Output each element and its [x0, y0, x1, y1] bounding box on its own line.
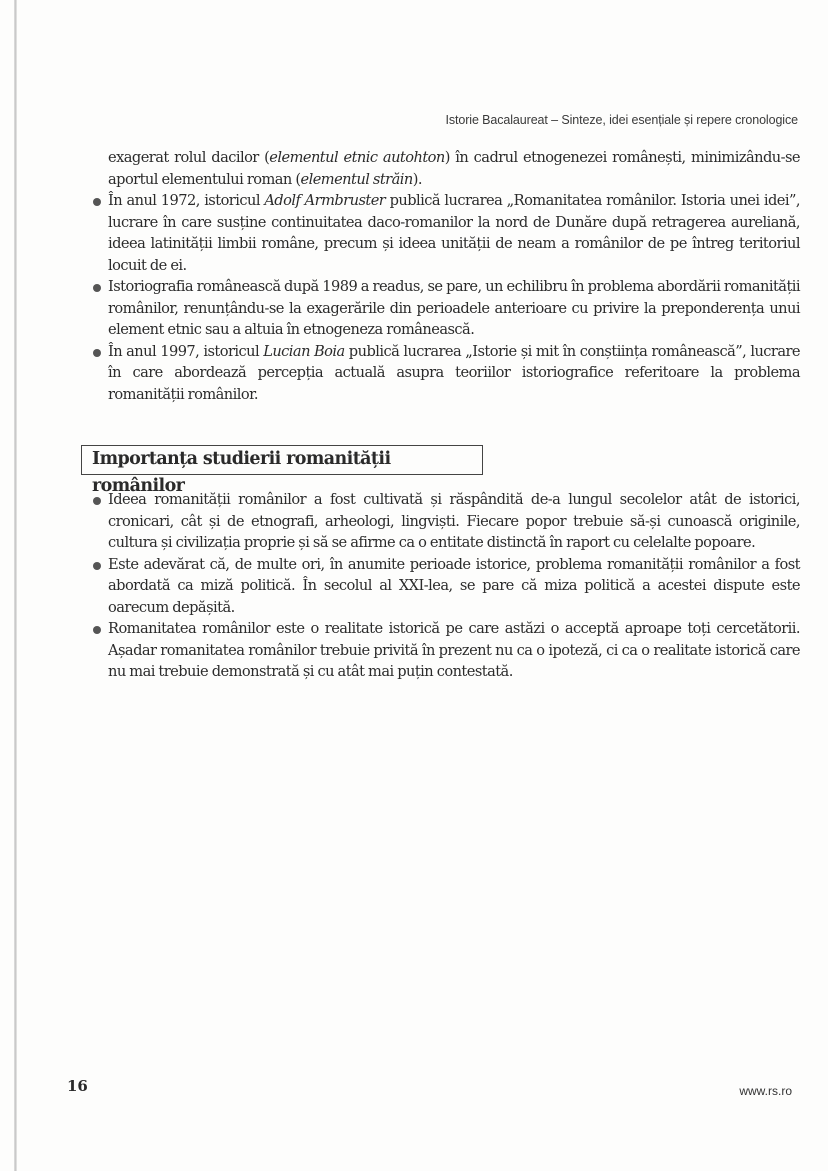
- section-continuation: [86, 147, 800, 405]
- bullet-item: [86, 190, 800, 276]
- text-run: În anul 1997, istoricul: [108, 342, 264, 360]
- running-header: Istorie Bacalaureat – Sinteze, idei esențiale și repere cronologice: [445, 113, 798, 127]
- bullet-item: Romanitatea românilor este o realitate istorică pe care astăzi o acceptă aproape toți cercetătorii. Așadar romanitatea românilor trebuie privită în prezent nu ca o ipoteză, ci ca o realitate istorică care nu mai trebuie demonstrată și cu atât mai puțin contestată.: [86, 618, 800, 683]
- bullet-item: Ideea romanității românilor a fost cultivată și răspândită de-a lungul secolelor atât de istorici, cronicari, cât și de etnografi, arheologi, lingviști. Fiecare popor trebuie să-și cunoască originile, cultura și civilizația proprie și să se afirme ca o entitate distinctă în raport cu celelalte popoare.: [86, 489, 800, 554]
- continuation-paragraph: [86, 147, 800, 190]
- website-url: www.rs.ro: [739, 1084, 792, 1098]
- text-run: Istoriografia românească după 1989 a readus, se pare, un echilibru în problema abordării romanității românilor, renunțându-se la exagerările din perioadele anterioare cu privire la preponderența unui element etnic sau a altuia în etnogeneza românească.: [108, 278, 800, 338]
- bullet-item: Este adevărat că, de multe ori, în anumite perioade istorice, problema romanității românilor a fost abordată ca miză politică. În secolul al XXI-lea, se pare că miza politică a acestei dispute este oarecum depășită.: [86, 554, 800, 619]
- page-number: 16: [67, 1077, 88, 1095]
- text-run: publică lucrarea „Istorie și mit în conștiința românească”, lucrare în care abordează percepția actuală asupra teoriilor istoriografice referitoare la problema romanității românilor.: [108, 342, 801, 403]
- author-name: Adolf Armbruster: [264, 192, 386, 209]
- italic-term: elementul etnic autohton: [269, 149, 445, 166]
- italic-term: elementul străin: [300, 170, 413, 188]
- scan-edge-line: [14, 0, 17, 1171]
- section-heading: Importanța studierii romanității românilor: [81, 445, 483, 475]
- text-run: În anul 1972, istoricul: [108, 192, 265, 209]
- author-name: Lucian Boia: [263, 342, 345, 360]
- bullet-item: [86, 341, 800, 406]
- text-run: ).: [412, 170, 422, 188]
- text-run: publică lucrarea „Romanitatea românilor. Istoria unei idei”, lucrare în care susține continuitatea daco-romanilor la nord de Dunăre după retragerea aureliană, ideea latinității limbii române, precum și ideea unității de neam a românilor de pe întreg teritoriul locuit de ei.: [108, 192, 800, 274]
- section-importance: [86, 489, 800, 683]
- bullet-item: [86, 276, 800, 341]
- text-run: exagerat rolul dacilor (: [108, 149, 270, 166]
- text-run: ) în cadrul etnogenezei românești, minimizându-se aportul elementului roman (: [108, 149, 801, 188]
